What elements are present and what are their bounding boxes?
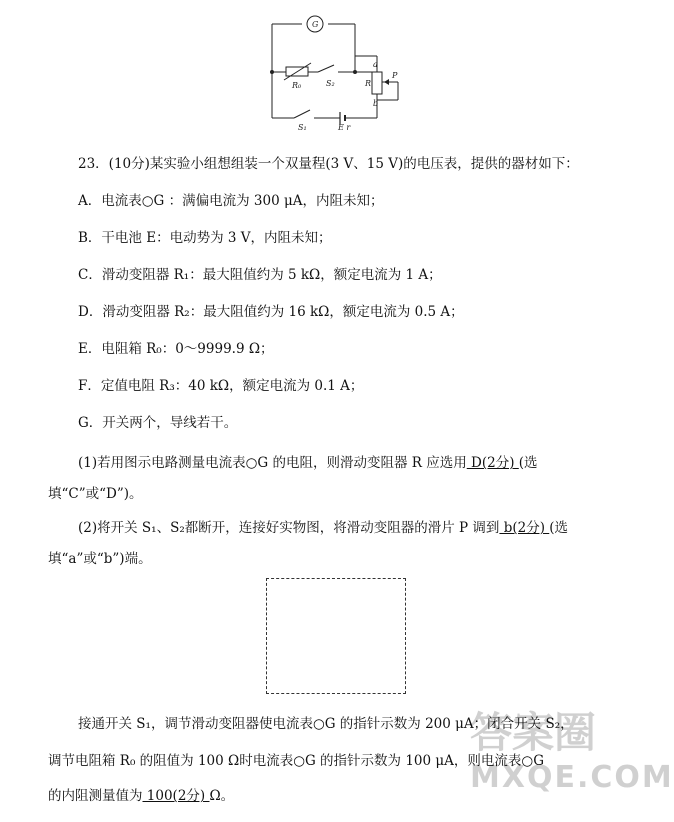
answer-drawing-box [266,578,406,694]
part-2-tail: (选 [549,520,569,536]
option-f: F．定值电阻 R₃：40 kΩ，额定电流为 0.1 A； [78,378,364,394]
option-e: E．电阻箱 R₀：0～9999.9 Ω； [78,341,274,357]
s1-label: S₁ [298,123,307,132]
part-1-tail: (选 [518,455,538,471]
option-c: C．滑动变阻器 R₁：最大阻值约为 5 kΩ，额定电流为 1 A； [78,267,442,283]
part-2-line-2: 填“a”或“b”)端。 [48,551,152,567]
battery-label: E r [338,123,351,132]
part-1-answer: D(2分) [466,455,519,471]
part-1-line [78,451,646,471]
part-1-line-2: 填“C”或“D”)。 [48,486,143,502]
terminal-b-label: b [373,99,379,108]
question-stem: 23．(10分)某实验小组想组装一个双量程(3 V、15 V)的电压表，提供的器材如下： [78,156,579,172]
option-d: D．滑动变阻器 R₂：最大阻值约为 16 kΩ，额定电流为 0.5 A； [78,304,464,320]
option-b: B．干电池 E：电动势为 3 V，内阻未知； [78,230,332,246]
watermark-line-2: MXQE.COM [470,760,674,795]
circuit-diagram [262,12,422,130]
rheostat-label: R [365,79,372,88]
part-3-text: 的内阻测量值为 [48,788,143,804]
part-3-tail: Ω。 [209,788,235,804]
galvanometer-label: G [312,20,319,29]
terminal-a-label: a [373,60,378,69]
part-3-answer: 100(2分) [142,788,210,804]
part-2-answer: b(2分) [499,520,550,536]
option-g: G．开关两个，导线若干。 [78,415,238,431]
part-2-line [78,516,646,536]
part-1-text: (1)若用图示电路测量电流表○G 的电阻，则滑动变阻器 R 应选用 [78,455,467,471]
part-3-line-2: 调节电阻箱 R₀ 的阻值为 100 Ω时电流表○G 的指针示数为 100 μA，则电流表○G [48,753,544,769]
part-2-text: (2)将开关 S₁、S₂都断开，连接好实物图，将滑动变阻器的滑片 P 调到 [78,520,500,536]
option-a: A．电流表○G ：满偏电流为 300 μA，内阻未知； [78,193,384,209]
site-watermark [470,700,674,795]
part-3-line-1: 接通开关 S₁，调节滑动变阻器使电流表○G 的指针示数为 200 μA；闭合开关 S₂， [78,716,574,732]
s2-label: S₂ [326,79,335,88]
r0-label: R₀ [292,81,302,90]
slider-label: P [392,71,398,80]
watermark-line-1: 答案圈 [470,708,597,757]
